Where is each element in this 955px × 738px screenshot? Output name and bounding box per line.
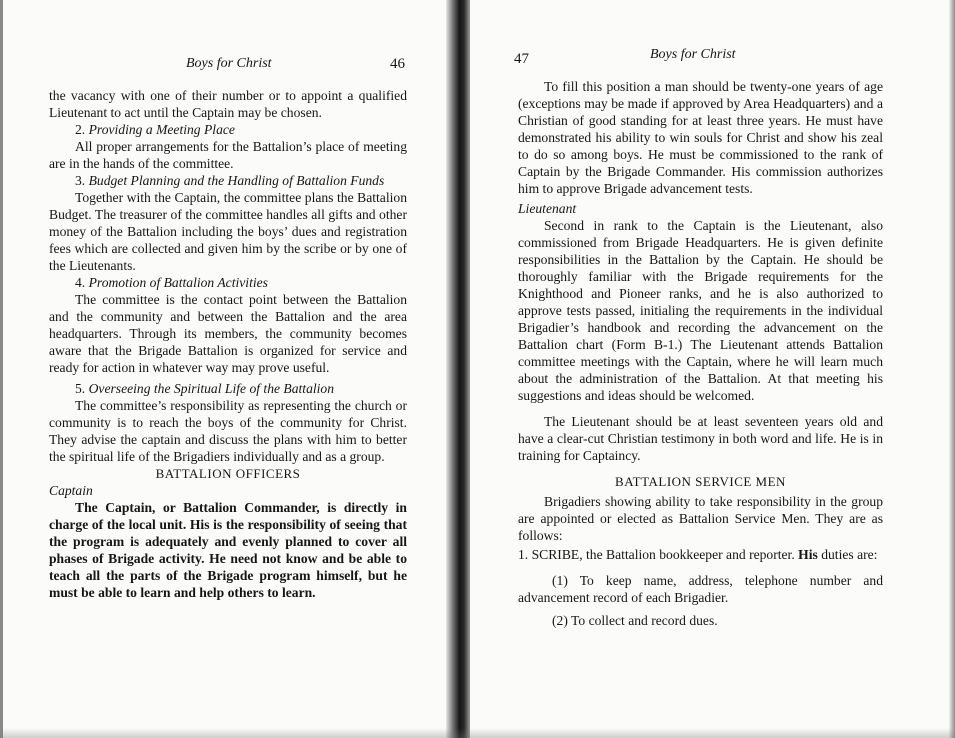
right-page-edge <box>949 0 955 738</box>
scribe-duties-lead: His <box>798 547 818 562</box>
captain-heading: Captain <box>49 483 93 498</box>
item-body-4: The committee is the contact point between the Battalion and the community and between the Battalion and the area headquarters. Through its members, the community becomes aware that the Brigade Battalion is organized for service and ready for action in whatever way may prove useful. <box>49 292 407 375</box>
lieutenant-heading: Lieutenant <box>518 201 577 216</box>
bottom-shadow <box>0 728 955 738</box>
left-page <box>0 0 452 738</box>
item-heading-2 <box>49 121 407 138</box>
duty-marker: (2) <box>552 613 568 628</box>
right-running-header: Boys for Christ <box>650 47 736 62</box>
item-heading-5 <box>49 380 407 397</box>
item-title: Budget Planning and the Handling of Battalion Funds <box>88 173 385 188</box>
item-number: 4. <box>75 275 86 290</box>
item-title: Providing a Meeting Place <box>88 122 235 137</box>
duty-text: To keep name, address, telephone number and advancement record of each Brigadier. <box>518 573 883 605</box>
duty-text: To collect and record dues. <box>571 613 718 628</box>
section-heading-service-men: BATTALION SERVICE MEN <box>615 474 786 489</box>
item-body-2: All proper arrangements for the Battalion’s place of meeting are in the hands of the committee. <box>49 139 407 171</box>
scribe-text: SCRIBE, the Battalion bookkeeper and reporter. <box>531 547 795 562</box>
right-page <box>470 0 955 738</box>
section-heading-officers: BATTALION OFFICERS <box>155 466 301 481</box>
opening-paragraph: the vacancy with one of their number or to appoint a qualified Lieutenant to act until the Captain may be chosen. <box>49 88 407 120</box>
item-title: Overseeing the Spiritual Life of the Battalion <box>88 381 335 396</box>
duty-item-1 <box>518 572 883 606</box>
duty-marker: (1) <box>552 573 568 588</box>
item-number: 3. <box>75 173 86 188</box>
item-number: 5. <box>75 381 86 396</box>
item-body-5: The committee’s responsibility as representing the church or community is to reach the boys of the community for Christ. They advise the captain and discuss the plans with him to better the spiritual life of the Brigadiers individually and as a group. <box>49 398 407 464</box>
right-page-number: 47 <box>514 51 529 67</box>
scribe-item <box>518 546 883 563</box>
item-number: 2. <box>75 122 86 137</box>
left-running-header: Boys for Christ <box>186 56 272 71</box>
item-heading-4 <box>49 274 407 291</box>
service-intro: Brigadiers showing ability to take responsibility in the group are appointed or elected as Battalion Service Men. They are as follows: <box>518 494 883 543</box>
scribe-number: 1. <box>518 547 529 562</box>
lieutenant-paragraph: Second in rank to the Captain is the Lieutenant, also commissioned from Brigade Headquarters. He is given definite responsibilities in the Battalion by the Captain. He should be thoroughly familiar with the Brigade requirements for the Knighthood and Pioneer ranks, and he is also authorized to approve tests passed, initialing the requirements in the individual Brigadier’s handbook and recording the advancement on the Battalion chart (Form B-1.) The Lieutenant attends Battalion committee meetings with the Captain, where he will learn much about the administration of the Battalion. At that meeting his suggestions and ideas should be welcomed. <box>518 218 883 403</box>
item-title: Promotion of Battalion Activities <box>88 275 268 290</box>
item-body-3: Together with the Captain, the committee plans the Battalion Budget. The treasurer of the committee handles all gifts and other money of the Battalion including the boys’ dues and registration fees which are collected and given him by the scribe or by one of the Lieutenants. <box>49 190 407 273</box>
right-page-body <box>518 78 883 629</box>
captain-qualifications: To fill this position a man should be twenty-one years of age (exceptions may be made if approved by Area Headquarters) and a Christian of good standing for at least three years. He must have demonstrated his ability to win souls for Christ and show his zeal to do so among boys. He must be commissioned to the rank of Captain by the Brigade Commander. His commission authorizes him to approve Brigade advancement tests. <box>518 79 883 196</box>
captain-paragraph: The Captain, or Battalion Commander, is directly in charge of the local unit. His is the responsibility of seeing that the program is adequately and evenly planned to cover all phases of Brigade activity. He need not know and be able to teach all the parts of the Brigade program himself, but he must be able to learn and help others to learn. <box>49 500 407 600</box>
left-page-number: 46 <box>390 56 405 72</box>
scribe-duties-rest: duties are: <box>821 547 878 562</box>
lieutenant-qualifications: The Lieutenant should be at least seventeen years old and have a clear-cut Christian testimony in both word and life. He is in training for Captaincy. <box>518 414 883 463</box>
item-heading-3 <box>49 172 407 189</box>
duty-item-2 <box>518 612 883 629</box>
left-page-body <box>49 87 407 601</box>
